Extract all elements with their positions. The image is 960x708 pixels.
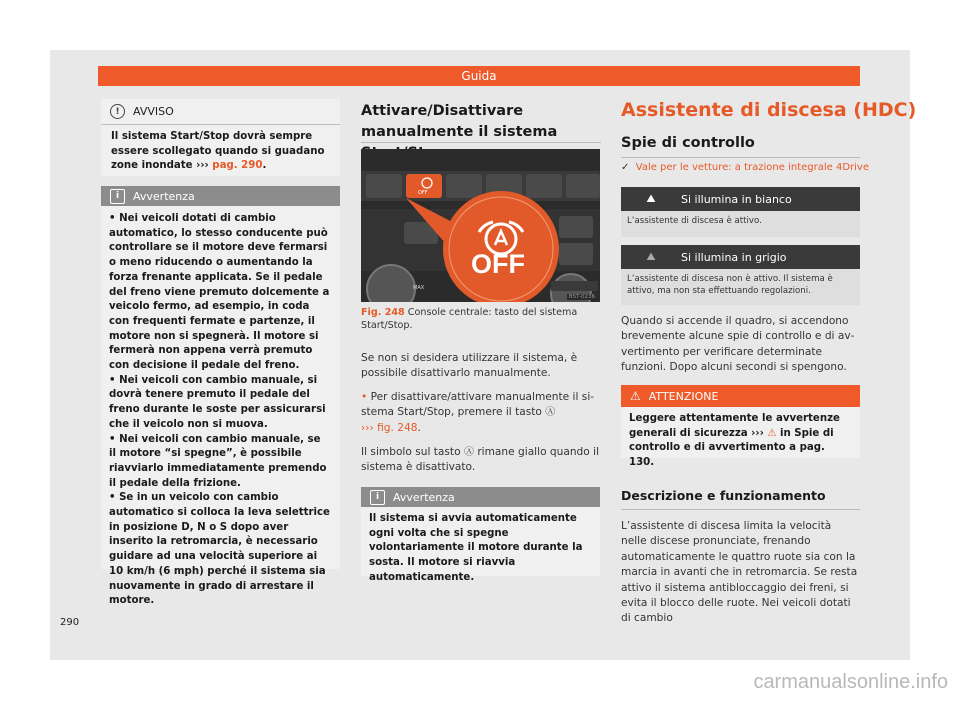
instruction-step: • Per disattivare/attivare manualmente il sistema Start/Stop, premere il tasto Ⓐ ››› fig. 248. bbox=[361, 391, 595, 434]
warning-icon: ! bbox=[110, 104, 125, 119]
hill-descent-icon: ⛰ bbox=[646, 250, 656, 263]
note-item: • Nei veicoli con cambio manuale, se il motore “si spegne”, è possibile riavviarlo immediatamente premendo il pedale della frizione. bbox=[109, 433, 327, 489]
figure-photo bbox=[361, 149, 600, 302]
note-title: Avvertenza bbox=[133, 189, 195, 203]
figure-knob-label: MAX bbox=[413, 285, 425, 291]
warning-triangle-icon: ⚠ bbox=[767, 427, 777, 439]
warning-header bbox=[101, 99, 340, 125]
warning-page-link[interactable]: pag. 290 bbox=[212, 160, 263, 172]
applies-to: ✓ Vale per le vetture: a trazione integrale 4Drive bbox=[621, 162, 869, 173]
figure-key-label: OFF bbox=[471, 249, 525, 279]
section-title: Descrizione e funzionamento bbox=[621, 488, 826, 503]
section-rule bbox=[621, 509, 860, 510]
description-paragraph: L’assistente di discesa limita la velocità nelle discese pronunciate, frenando automaticamente le quattro ruote sia con la marcia in avanti che in retromarcia. Se resta attivo il sistema antibloccaggio dei freni, si evita il blocco delle ruote. Nei veicoli dotati di cambio bbox=[621, 520, 858, 625]
note-list bbox=[101, 206, 340, 609]
page-number: 290 bbox=[60, 617, 80, 628]
warning-triangle-icon: ⚠ bbox=[630, 389, 641, 403]
lamp-grey-header bbox=[621, 245, 860, 269]
warning-text: Il sistema Start/Stop dovrà sempre essere scollegato quando si guadano zone inondate ››› pag. 290. bbox=[111, 131, 325, 172]
note-item: • Nei veicoli con cambio manuale, si dovrà tenere premuto il pedale del freno durante le soste per assicurarsi che il veicolo non si muova. bbox=[109, 374, 326, 430]
warning-title: AVVISO bbox=[133, 105, 174, 118]
section-heading: Attivare/Disattivare manualmente il sistema bbox=[361, 103, 558, 140]
lamp-white-label: Si illumina in bianco bbox=[681, 192, 792, 206]
hill-descent-icon: ⛰ bbox=[646, 192, 656, 205]
attention-title: ATTENZIONE bbox=[648, 389, 719, 403]
paragraph: Se non si desidera utilizzare il sistema, è possibile disattivarlo manualmente. bbox=[361, 352, 578, 380]
startstop-icon: Ⓐ bbox=[545, 407, 556, 419]
attention-header bbox=[621, 385, 860, 407]
lamp-grey-desc: L’assistente di discesa non è attivo. Il sistema è attivo, ma non sta effettuando regolazioni. bbox=[621, 269, 860, 305]
checkmark-icon: ✓ bbox=[621, 162, 630, 173]
info-icon: i bbox=[370, 490, 385, 505]
warning-box bbox=[101, 99, 340, 176]
subsection-title: Spie di controllo bbox=[621, 135, 755, 151]
figure-link[interactable]: ››› fig. 248 bbox=[361, 421, 418, 434]
attention-box bbox=[621, 385, 860, 469]
startstop-icon: Ⓐ bbox=[463, 447, 474, 458]
page-header: Guida bbox=[98, 66, 860, 86]
lamp-white-desc: L’assistente di discesa è attivo. bbox=[621, 211, 860, 237]
attention-text: Leggere attentamente le avvertenze generali di sicurezza ››› ⚠ in Spie di controllo e di avvertimento a pag. 130. bbox=[629, 413, 840, 469]
note-box bbox=[361, 487, 600, 583]
note-box bbox=[101, 186, 340, 607]
note-item: • Se in un veicolo con cambio automatico si colloca la leva selettrice in posizione D, N o S dopo aver inserito la retromarcia, è necessario guidare ad una velocità superiore ai 10 km/h (6 mph) perché il sistema sia nuovamente in grado di arrestare il motore. bbox=[109, 492, 330, 607]
paragraph: Il simbolo sul tasto Ⓐ rimane giallo quando il sistema è disattivato. bbox=[361, 446, 600, 474]
chapter-title: Assistente di discesa (HDC) bbox=[621, 99, 917, 121]
watermark: carmanualsonline.info bbox=[753, 671, 948, 693]
note-text: Il sistema si avvia automaticamente ogni volta che si spegne volontariamente il motore durante la sosta. Il motore si riavvia automaticamente. bbox=[369, 513, 583, 583]
figure-button-label: OFF bbox=[418, 190, 428, 196]
note-header bbox=[361, 487, 600, 507]
heading-rule bbox=[361, 142, 601, 143]
note-title: Avvertenza bbox=[393, 490, 455, 504]
note-header bbox=[101, 186, 340, 206]
lamp-white-header bbox=[621, 187, 860, 211]
info-icon: i bbox=[110, 189, 125, 204]
figure-caption-number: Fig. 248 bbox=[361, 307, 405, 318]
figure-code: B5T-0236 bbox=[568, 294, 595, 300]
subsection-rule bbox=[621, 157, 860, 158]
paragraph: Quando si accende il quadro, si accendono brevemente alcune spie di controllo e di avvertimento per verificare determinate funzioni. Dopo alcuni secondi si spengono. bbox=[621, 315, 855, 374]
note-item: • Nei veicoli dotati di cambio automatico, lo stesso conducente può controllare se il motore deve fermarsi o meno riducendo o aumentando la forza frenante applicata. Se il pedale del freno viene premuto dolcemente a veicolo fermo, ad esempio, in coda con frequenti fermate e partenze, il motore non si spegnerà. Il motore si fermerà non appena verrà premuto con decisione il pedale del freno. bbox=[109, 213, 330, 372]
lamp-grey-label: Si illumina in grigio bbox=[681, 250, 787, 264]
figure-caption: Fig. 248 Console centrale: tasto del sistema Start/Stop. bbox=[361, 307, 578, 331]
